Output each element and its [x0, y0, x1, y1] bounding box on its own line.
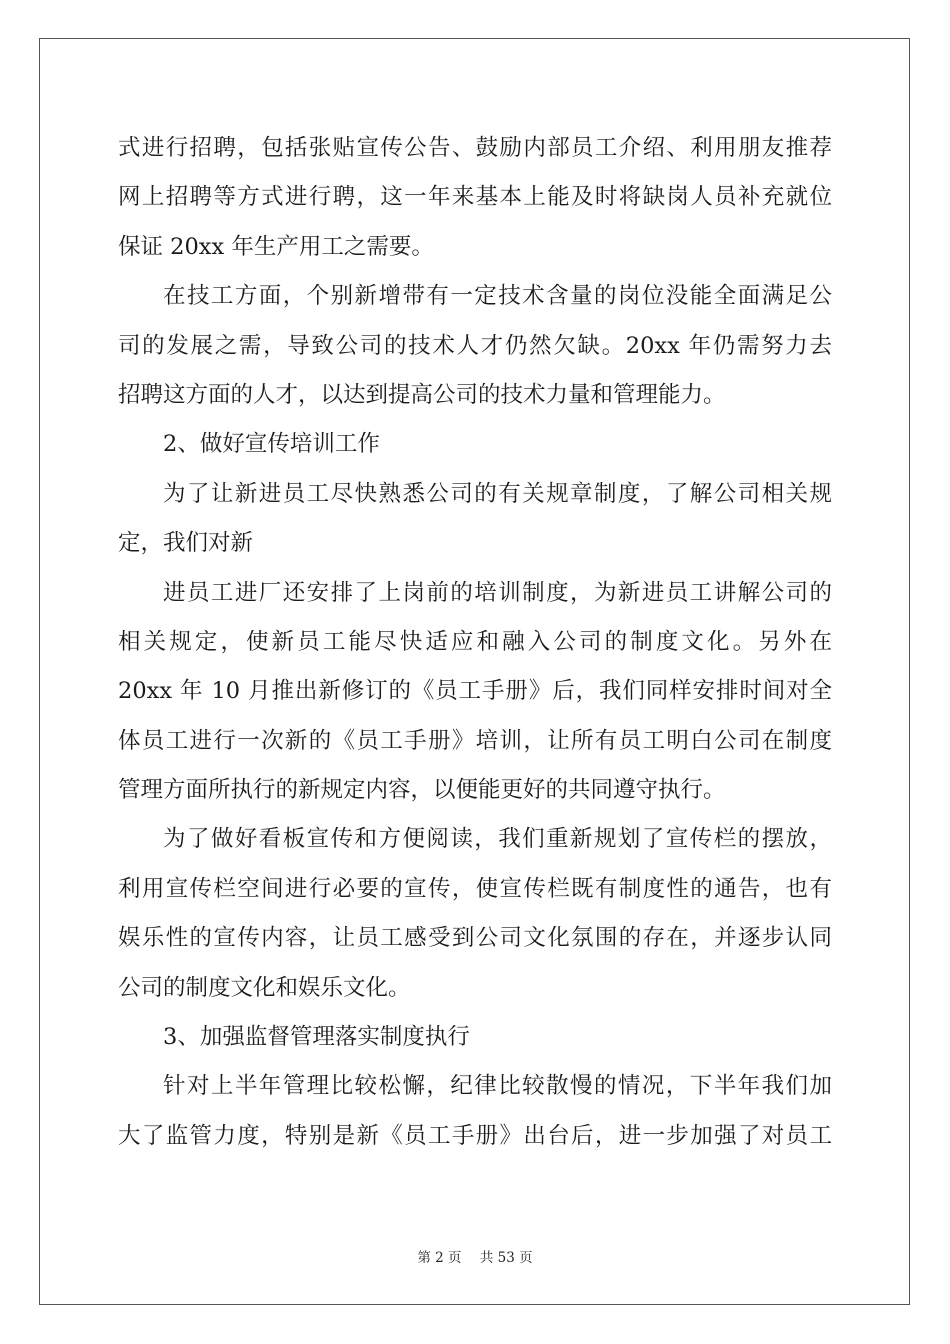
text-line: 式进行招聘，包括张贴宣传公告、鼓励内部员工介绍、利用朋友推荐 [118, 135, 832, 161]
text-line: 公司的制度文化和娱乐文化。 [118, 974, 411, 1001]
text-line: 娱乐性的宣传内容，让员工感受到公司文化氛围的存在，并逐步认同 [118, 925, 832, 952]
text-line: 为了让新进员工尽快熟悉公司的有关规章制度，了解公司相关规 [163, 480, 832, 507]
text-line: 招聘这方面的人才，以达到提高公司的技术力量和管理能力。 [118, 381, 726, 408]
text-line: 20xx 年 10 月推出新修订的《员工手册》后，我们同样安排时间对全 [118, 678, 832, 705]
text-line: 利用宣传栏空间进行必要的宣传，使宣传栏既有制度性的通告，也有 [118, 875, 832, 902]
current-page-label: 第 2 页 [417, 1250, 462, 1266]
total-pages-label: 共 53 页 [479, 1250, 533, 1266]
text-line: 在技工方面，个别新增带有一定技术含量的岗位没能全面满足公 [163, 283, 832, 310]
text-line: 进员工进厂还安排了上岗前的培训制度，为新进员工讲解公司的 [163, 579, 832, 606]
text-line: 司的发展之需，导致公司的技术人才仍然欠缺。20xx 年仍需努力去 [118, 332, 832, 359]
text-line: 为了做好看板宣传和方便阅读，我们重新规划了宣传栏的摆放， [163, 826, 832, 853]
document-body [118, 124, 832, 1161]
text-line: 体员工进行一次新的《员工手册》培训，让所有员工明白公司在制度 [118, 727, 832, 754]
text-line: 针对上半年管理比较松懈，纪律比较散慢的情况，下半年我们加 [163, 1073, 832, 1100]
text-line: 保证 20xx 年生产用工之需要。 [118, 233, 434, 260]
text-line: 管理方面所执行的新规定内容，以便能更好的共同遵守执行。 [118, 777, 726, 804]
text-line: 2、做好宣传培训工作 [163, 431, 380, 458]
page-footer [0, 1246, 950, 1266]
text-line: 相关规定，使新员工能尽快适应和融入公司的制度文化。另外在 [118, 628, 832, 655]
text-line: 定，我们对新 [118, 530, 254, 557]
text-line: 网上招聘等方式进行聘，这一年来基本上能及时将缺岗人员补充就位 [118, 184, 832, 211]
text-line: 大了监管力度，特别是新《员工手册》出台后，进一步加强了对员工 [118, 1122, 832, 1149]
text-line: 3、加强监督管理落实制度执行 [163, 1024, 470, 1051]
